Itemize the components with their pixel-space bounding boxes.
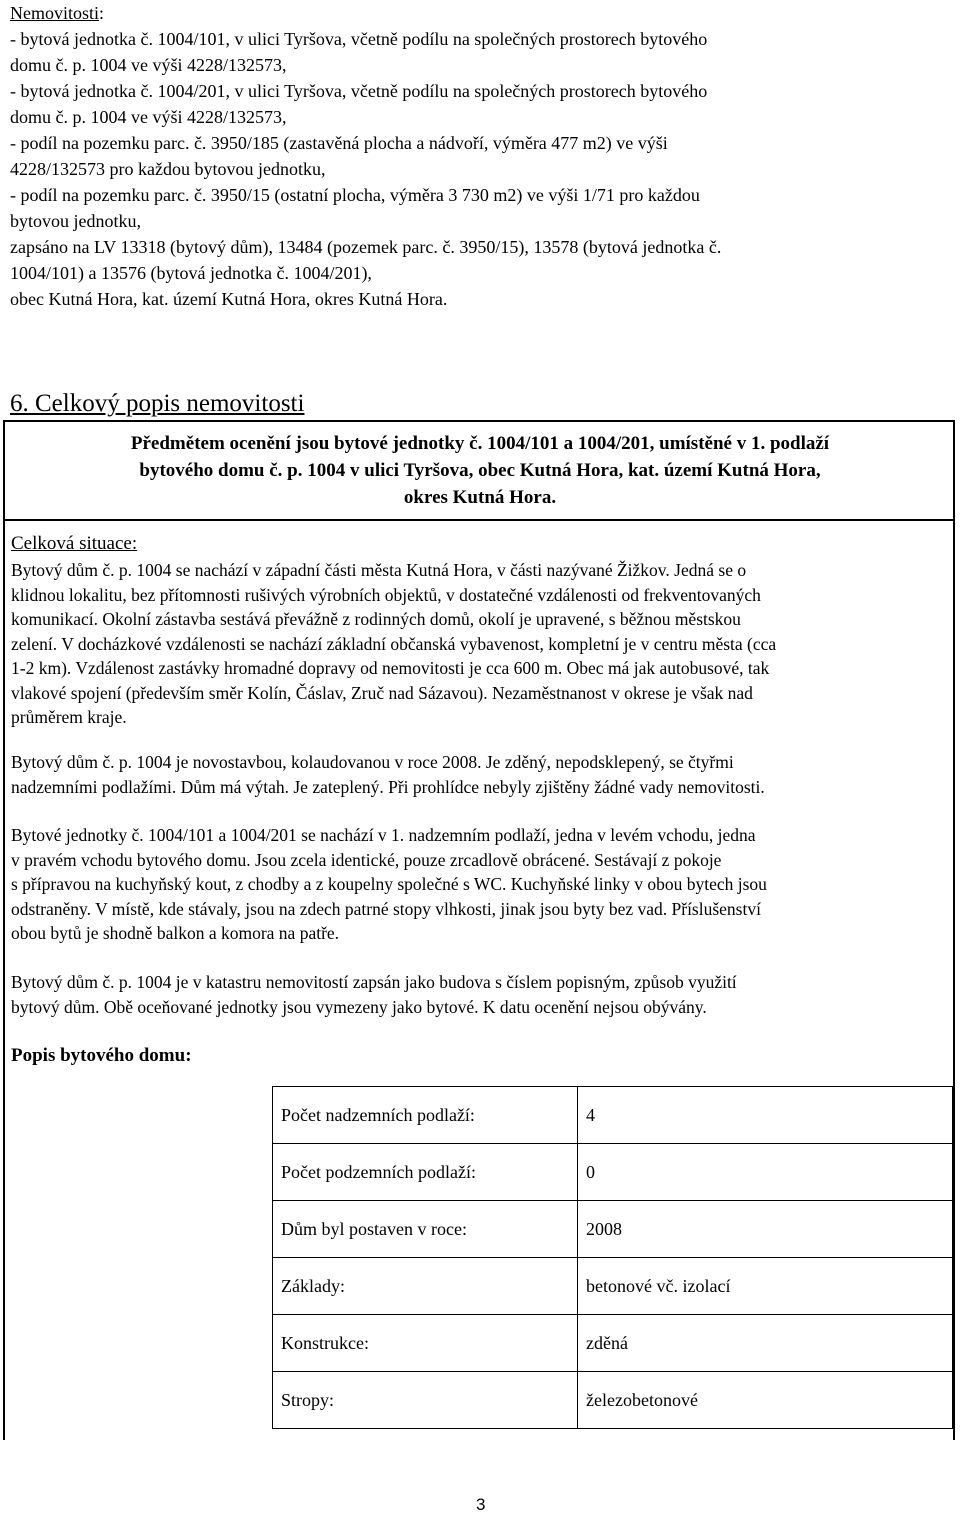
table-row [273,1087,953,1144]
property-line: bytovou jednotku, [10,211,141,231]
paragraph-line: Bytové jednotky č. 1004/101 a 1004/201 se nachází v 1. nadzemním podlaží, jedna v levém vchodu, jedna [11,825,756,845]
paragraph-line: odstraněny. V místě, kde stávaly, jsou na zdech patrné stopy vlhkosti, jinak jsou byty bez vad. Příslušenství [11,898,761,919]
table-label: Stropy: [273,1372,578,1429]
property-line: 4228/132573 pro každou bytovou jednotku, [10,159,326,179]
paragraph-line: komunikací. Okolní zástavba sestává převážně z rodinných domů, okolí je upravené, s běžnou městskou [11,609,741,629]
paragraph-line: obou bytů je shodně balkon a komora na patře. [11,923,340,943]
situation-paragraph-4 [11,970,946,1019]
table-value: 2008 [578,1201,953,1258]
property-list [10,0,950,312]
property-line: - podíl na pozemku parc. č. 3950/15 (ostatní plocha, výměra 3 730 m2) ve výši 1/71 pro každou [10,185,700,205]
property-line: - bytová jednotka č. 1004/201, v ulici Tyršova, včetně podílu na společných prostorech bytového [10,81,708,101]
table-value: 0 [578,1144,953,1201]
situation-paragraph-1 [11,558,946,730]
property-heading-colon: : [99,3,105,23]
paragraph-line: klidnou lokalitu, bez přítomnosti rušivých výrobních objektů, v dostatečné vzdálenosti od frekventovaných [11,584,761,605]
page-number: 3 [476,1495,486,1514]
paragraph-line: vlakové spojení (především směr Kolín, Čáslav, Zruč nad Sázavou). Nezaměstnanost v okrese je však nad [11,682,753,703]
subject-line: Předmětem ocenění jsou bytové jednotky č. 1004/101 a 1004/201, umístěné v 1. podlaží [130,433,830,454]
subject-line: okres Kutná Hora. [403,487,557,508]
table-row [273,1315,953,1372]
situation-heading: Celková situace: [11,533,138,554]
subject-line: bytového domu č. p. 1004 v ulici Tyršova, obec Kutná Hora, kat. území Kutná Hora, [139,460,821,481]
table-label: Základy: [273,1258,578,1315]
property-line: - podíl na pozemku parc. č. 3950/185 (zastavěná plocha a nádvoří, výměra 477 m2) ve výši [10,133,668,153]
paragraph-line: Bytový dům č. p. 1004 je novostavbou, kolaudovanou v roce 2008. Je zděný, nepodsklepený, se čtyřmi [11,752,734,772]
property-heading [10,0,950,26]
property-line: obec Kutná Hora, kat. území Kutná Hora, okres Kutná Hora. [10,289,448,309]
table-row [273,1144,953,1201]
property-line: - bytová jednotka č. 1004/101, v ulici Tyršova, včetně podílu na společných prostorech bytového [10,29,708,49]
paragraph-line: v pravém vchodu bytového domu. Jsou zcela identické, pouze zrcadlově obrácené. Sestávají z pokoje [11,849,722,870]
table-row [273,1258,953,1315]
table-value: 4 [578,1087,953,1144]
table-value: zděná [578,1315,953,1372]
valuation-subject [40,430,920,511]
property-line: zapsáno na LV 13318 (bytový dům), 13484 (pozemek parc. č. 3950/15), 13578 (bytová jednotka č. [10,237,722,257]
building-info-table [272,1086,953,1429]
situation-paragraph-2 [11,750,946,799]
paragraph-line: zelení. V docházkové vzdálenosti se nachází základní občanská vybavenost, kompletní je v centru města (cca [11,633,777,654]
situation-paragraph-3 [11,823,946,946]
table-label: Dům byl postaven v roce: [273,1201,578,1258]
paragraph-line: průměrem kraje. [11,707,127,727]
paragraph-line: 1-2 km). Vzdálenost zastávky hromadné dopravy od nemovitosti je cca 600 m. Obec má jak autobusové, tak [11,658,770,678]
paragraph-line: nadzemními podlažími. Dům má výtah. Je zateplený. Při prohlídce nebyly zjištěny žádné vady nemovitosti. [11,776,765,797]
property-line: domu č. p. 1004 ve výši 4228/132573, [10,107,287,127]
section-title: 6. Celkový popis nemovitosti [10,390,305,417]
paragraph-line: Bytový dům č. p. 1004 je v katastru nemovitostí zapsán jako budova s číslem popisným, způsob využití [11,972,737,992]
table-label: Konstrukce: [273,1315,578,1372]
table-label: Počet podzemních podlaží: [273,1144,578,1201]
property-line: 1004/101) a 13576 (bytová jednotka č. 1004/201), [10,263,372,283]
paragraph-line: s přípravou na kuchyňský kout, z chodby a z koupelny společné s WC. Kuchyňské linky v obou bytech jsou [11,874,767,894]
table-value: železobetonové [578,1372,953,1429]
paragraph-line: bytový dům. Obě oceňované jednotky jsou vymezeny jako bytové. K datu ocenění nejsou obývány. [11,996,707,1017]
property-heading-text: Nemovitosti [10,3,99,23]
property-line: domu č. p. 1004 ve výši 4228/132573, [10,55,287,75]
table-row [273,1201,953,1258]
paragraph-line: Bytový dům č. p. 1004 se nachází v západní části města Kutná Hora, v části nazývané Žižkov. Jedná se o [11,560,747,580]
building-description-heading: Popis bytového domu: [11,1045,192,1066]
table-row [273,1372,953,1429]
table-label: Počet nadzemních podlaží: [273,1087,578,1144]
table-value: betonové vč. izolací [578,1258,953,1315]
